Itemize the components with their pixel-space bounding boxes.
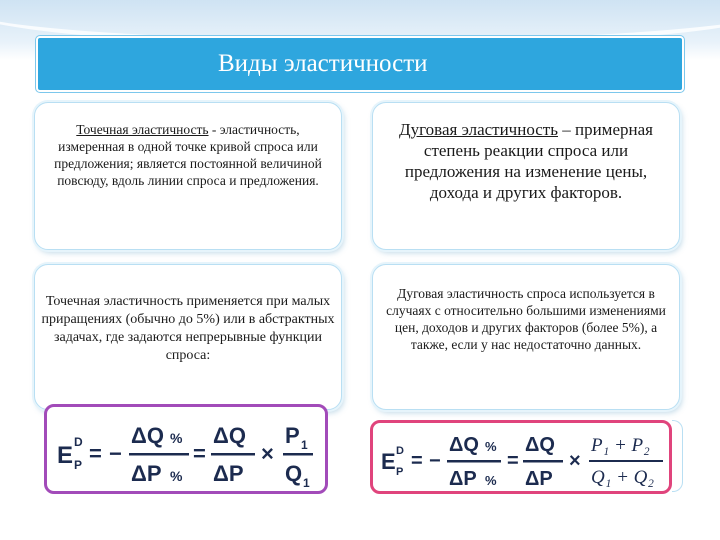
arc-fraction-bar-1 <box>447 460 501 463</box>
fraction-bar-2 <box>211 453 255 456</box>
panel-arc-definition <box>372 102 680 250</box>
formula-arc-dq-2: ΔQ <box>525 434 555 456</box>
term-arc-elasticity: Дуговая эластичность <box>399 120 558 139</box>
formula-q: Q <box>285 461 303 486</box>
fraction-bar-1 <box>129 453 189 456</box>
formula-dq-2: ΔQ <box>213 423 246 448</box>
point-usage-text: Точечная эластичность применяется при малых приращениях (обычно до 5%) или в абстрактных задачах, где задаются непрерывные функции спроса: <box>41 294 335 363</box>
arc-usage-text: Дуговая эластичность спроса используется в случаях с относительно большими изменениями цен, доходов и других факторов (более 5%), а также, если у нас недостаточно данных. <box>386 286 666 352</box>
panel-edge-decoration <box>672 420 683 492</box>
formula-point-elasticity <box>44 404 328 494</box>
formula-arc-sub: P <box>396 466 404 478</box>
formula-minus: − <box>109 441 122 466</box>
formula-pct-bottom: % <box>170 468 183 484</box>
formula-arc-equals: = <box>411 450 423 472</box>
formula-pct-top: % <box>170 430 183 446</box>
panel-point-definition <box>34 102 342 250</box>
formula-dp-2: ΔP <box>213 461 244 486</box>
formula-arc-pct-bottom: % <box>485 473 497 488</box>
formula-p-sub: 1 <box>301 438 308 452</box>
formula-arc-sup: D <box>396 445 404 457</box>
formula-arc-minus: − <box>429 450 441 472</box>
formula-arc-pct-top: % <box>485 439 497 454</box>
fraction-bar-3 <box>283 453 313 456</box>
formula-times: × <box>261 441 274 466</box>
formula-dp-denominator: ΔP <box>131 461 162 486</box>
formula-point-svg <box>55 413 323 489</box>
panel-point-usage <box>34 264 342 410</box>
arc-fraction-bar-2 <box>523 460 563 463</box>
formula-equals: = <box>89 441 102 466</box>
formula-arc-svg <box>379 427 669 491</box>
arc-definition-text: – примерная степень реакции спроса или предложения на изменение цены, дохода и других факторов. <box>404 120 653 202</box>
formula-arc-elasticity <box>370 420 672 494</box>
formula-p: P <box>285 423 300 448</box>
formula-arc-sum-p: P₁ + P₂ <box>591 435 650 456</box>
formula-sup: D <box>74 435 83 449</box>
formula-arc-e: E <box>381 449 396 474</box>
formula-sub: P <box>74 458 83 472</box>
arc-fraction-bar-3 <box>589 460 663 462</box>
formula-dq-numerator: ΔQ <box>131 423 164 448</box>
panel-arc-usage <box>372 264 680 410</box>
formula-arc-sum-q: Q₁ + Q₂ <box>591 467 654 488</box>
slide-title: Виды эластичности <box>36 36 684 92</box>
term-point-elasticity: Точечная эластичность <box>76 122 209 137</box>
formula-equals-2: = <box>193 441 206 466</box>
formula-arc-times: × <box>569 450 581 472</box>
formula-arc-dq: ΔQ <box>449 434 479 456</box>
formula-arc-equals-2: = <box>507 450 519 472</box>
formula-arc-dp: ΔP <box>449 468 477 490</box>
formula-arc-dp-2: ΔP <box>525 468 553 490</box>
point-definition-text: - эластичность, измеренная в одной точке кривой спроса или предложения; является постоянной величиной повсюду, вдоль линии спроса и предложения. <box>54 122 322 188</box>
formula-q-sub: 1 <box>303 476 310 489</box>
formula-e: E <box>57 442 74 469</box>
